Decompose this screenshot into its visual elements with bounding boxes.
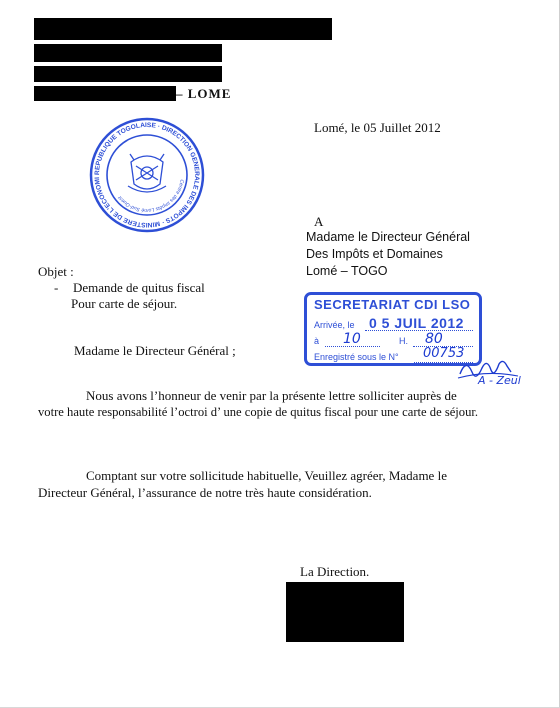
body-para1-line2: votre haute responsabilité l’octroi d’ une copie de quitus fiscal pour une carte de séjour. bbox=[38, 405, 479, 419]
redacted-letterhead-line-2 bbox=[34, 44, 222, 62]
closing: La Direction. bbox=[300, 564, 370, 579]
stamp-title: SECRETARIAT CDI LSO bbox=[314, 297, 471, 312]
body-para1-line1: Nous avons l’honneur de venir par la présente lettre solliciter auprès de bbox=[86, 388, 457, 403]
redacted-letterhead-line-3 bbox=[34, 66, 222, 82]
redacted-letterhead-line-1 bbox=[34, 18, 332, 40]
stamp-arrivee-label: Arrivée, le bbox=[314, 320, 355, 330]
body-para2-line1: Comptant sur votre sollicitude habituelle, Veuillez agréer, Madame le bbox=[86, 468, 447, 483]
handwritten-note: A - Zeul bbox=[478, 374, 521, 387]
official-seal bbox=[88, 116, 206, 239]
body-para2-line2: Directeur Général, l’assurance de notre très haute considération. bbox=[38, 485, 372, 500]
object-bullet: - bbox=[54, 280, 59, 295]
stamp-a-label: à bbox=[314, 336, 320, 346]
object-line-2: Pour carte de séjour. bbox=[71, 296, 178, 311]
redacted-letterhead-line-4 bbox=[34, 86, 176, 101]
stamp-registre-value: 00753 bbox=[423, 346, 465, 361]
object-label: Objet : bbox=[38, 264, 74, 279]
stamp-minute-value: 80 bbox=[425, 331, 443, 347]
place-date: Lomé, le 05 Juillet 2012 bbox=[314, 120, 441, 135]
seal-icon bbox=[88, 116, 206, 234]
recipient-prefix: A bbox=[314, 214, 324, 229]
recipient-line-3: Lomé – TOGO bbox=[306, 264, 388, 278]
recipient-line-2: Des Impôts et Domaines bbox=[306, 247, 443, 261]
object-line-1: Demande de quitus fiscal bbox=[73, 280, 205, 295]
stamp-arrivee-value: 0 5 JUIL 2012 bbox=[369, 315, 464, 331]
stamp-hour-value: 10 bbox=[343, 331, 361, 347]
letterhead-city: – LOME bbox=[176, 86, 232, 101]
stamp-registre-label: Enregistré sous le N° bbox=[314, 352, 399, 362]
svg-text:Centre des impôts Lomé Sud-Oue bbox=[117, 179, 185, 213]
stamp-h-label: H. bbox=[399, 336, 408, 346]
salutation: Madame le Directeur Général ; bbox=[74, 343, 236, 358]
recipient-line-1: Madame le Directeur Général bbox=[306, 230, 470, 244]
seal-outer-text: REPUBLIQUE TOGOLAISE · DIRECTION GENERALE DES IMPOTS · MINISTERE DE L'ECONOMI bbox=[93, 121, 201, 229]
redacted-signature bbox=[286, 582, 404, 642]
seal-inner-text: Centre des impôts Lomé Sud-Ouest bbox=[117, 178, 185, 214]
